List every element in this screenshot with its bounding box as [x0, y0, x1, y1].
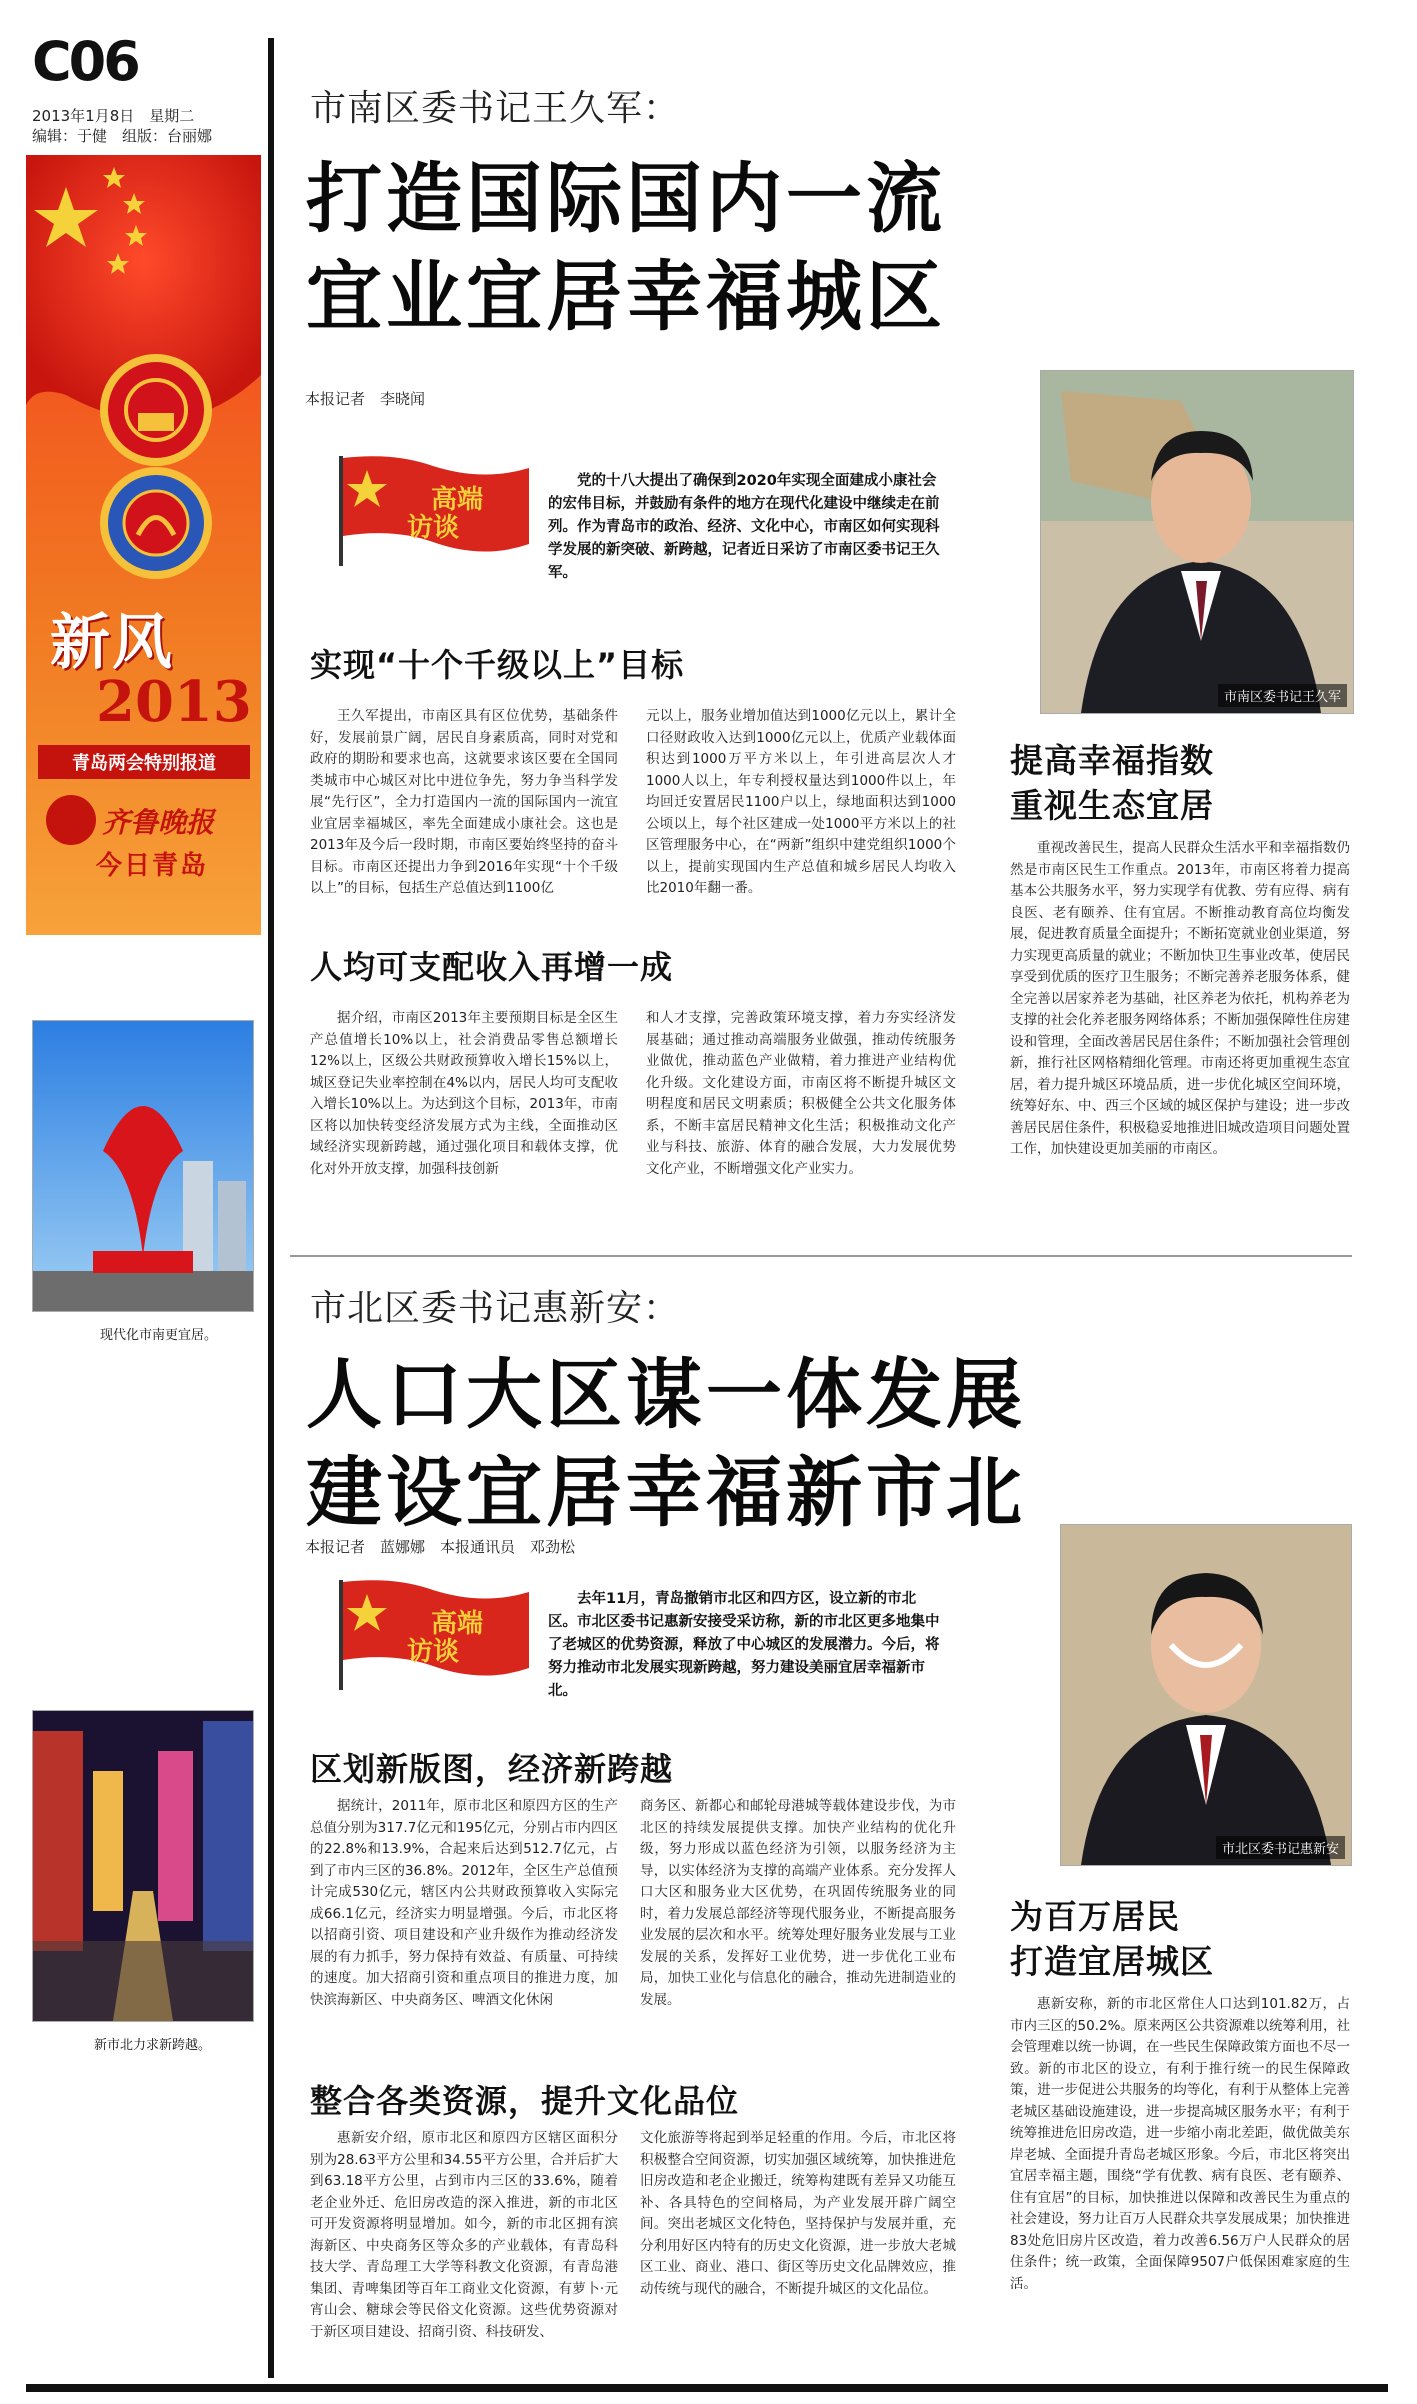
article1-headline-line1: 打造国际国内一流 [306, 154, 946, 243]
year-title: 2013 [96, 669, 252, 735]
article2-byline: 本报记者 蓝娜娜 本报通讯员 邓劲松 [305, 1538, 576, 1556]
special-report-banner [26, 155, 261, 935]
section-name: 今日青岛 [96, 851, 209, 881]
article2-sub1-col1: 据统计，2011年，原市北区和原四方区的生产总值分别为317.7亿元和195亿元，分别占市内四区的22.8%和13.9%，合起来后达到512.7亿元，占到了市内三区的36.8%。2012年，全区生产总值预计完成530亿元，辖区内公共财政预算收入实际完成66.1亿元，经济实力明显增强。今后，市北区将以招商引资、项目建设和产业升级作为推动经济发展的有力抓手，努力保持有效益、有质量、可持续的速度。加大招商引资和重点项目的推进力度，加快滨海新区、中央商务区、啤酒文化休闲 [310, 1798, 618, 2008]
editors-line: 编辑：于健 组版：台丽娜 [32, 127, 213, 145]
article1-subhead-2: 人均可支配收入再增一成 [310, 948, 674, 986]
page-bottom-rule [26, 2384, 1388, 2392]
article1-subhead-3 [1010, 738, 1214, 828]
article2-sub2-col2: 文化旅游等将起到举足轻重的作用。今后，市北区将积极整合空间资源，切实加强区域统筹，加快推进危旧房改造和老企业搬迁，统筹构建既有差异又功能互补、各具特色的空间格局，为产业发展开辟广阔空间。突出老城区文化特色，坚持保护与发展并重，充分利用好区内特有的历史文化资源，进一步放大老城区工业、商业、港口、街区等历史文化品牌效应，推动传统与现代的融合，不断提升城区的文化品位。 [640, 2130, 956, 2297]
article2-intro: 去年11月，青岛撤销市北区和四方区，设立新的市北区。市北区委书记惠新安接受采访称，新的市北区更多地集中了老城区的优势资源，释放了中心城区的发展潜力。今后，将努力推动市北发展实现新跨越，努力建设美丽宜居幸福新市北。 [548, 1591, 940, 1699]
badge-line2: 访谈 [407, 1637, 460, 1667]
article1-sub1-col2: 元以上，服务业增加值达到1000亿元以上，累计全口径财政收入达到1000亿元以上，优质产业载体面积达到1000万平方米以上，年引进高层次人才1000人以上，年专利授权量达到1000件以上，年均回迁安置居民1100户以上，绿地面积达到1000公顷以上，每个社区建成一处1000平方米以上的社区管理服务中心，在“两新”组织中建党组织1000个以上，提前实现国内生产总值和城乡居民人均收入比2010年翻一番。 [646, 708, 956, 896]
article2-kicker: 市北区委书记惠新安： [310, 1288, 681, 1329]
sidebar-photo-shibei [32, 1710, 254, 2022]
article2-subhead-3 [1010, 1894, 1214, 1984]
special-report-label: 青岛两会特别报道 [38, 745, 250, 779]
article1-portrait-caption: 市南区委书记王久军 [1218, 684, 1347, 707]
article2-sub2-col1: 惠新安介绍，原市北区和原四方区辖区面积分别为28.63平方公里和34.55平方公里，合并后扩大到63.18平方公里，占到市内三区的33.6%，随着老企业外迁、危旧房改造的深入推进，新的市北区可开发资源将明显增加。如今，新的市北区拥有滨海新区、中央商务区等众多的产业载体，有青岛科技大学、青岛理工大学等科教文化资源，有青岛港集团、青啤集团等百年工商业文化资源，有萝卜·元宵山会、糖球会等民俗文化资源。这些优势资源对于新区项目建设、招商引资、科技研发、 [310, 2130, 618, 2340]
date-line: 2013年1月8日 星期二 [32, 107, 195, 125]
interview-badge [333, 452, 533, 570]
sidebar-photo-caption-1: 现代化市南更宜居。 [100, 1328, 218, 1343]
article2-subhead-3-line1: 为百万居民 [1010, 1897, 1180, 1936]
article1-headline [306, 150, 946, 346]
article1-sub1-col1: 王久军提出，市南区具有区位优势，基础条件好，发展前景广阔，居民自身素质高，同时对党和政府的期盼和要求也高，这就要求该区要在全国同类城市中心城区对比中进位争先，努力争当科学发展“先行区”，全力打造国内一流的国际国内一流宜业宜居幸福城区，率先全面建成小康社会。这也是2013年及今后一段时期，市南区要始终坚持的奋斗目标。市南区还提出力争到2016年实现“十个千级以上”的目标，包括生产总值达到1100亿 [310, 708, 618, 896]
article2-headline-line1: 人口大区谋一体发展 [306, 1350, 1026, 1439]
article1-subhead-3-line1: 提高幸福指数 [1010, 741, 1214, 780]
badge-line1: 高端 [431, 485, 484, 515]
article1-byline: 本报记者 李晓闻 [305, 390, 426, 408]
paper-logo-text: 齐鲁晚报 [102, 806, 215, 839]
article1-sub2-col1: 据介绍，市南区2013年主要预期目标是全区生产总值增长10%以上，社会消费品零售总额增长12%以上，区级公共财政预算收入增长15%以上，城区登记失业率控制在4%以内，居民人均可支配收入增长10%以上。为达到这个目标，2013年，市南区将以加快转变经济发展方式为主线，全面推动区域经济实现新跨越，通过强化项目和载体支撑，优化对外开放支撑，加强科技创新 [310, 1010, 618, 1177]
article-separator [290, 1255, 1352, 1257]
article1-sub2-col2: 和人才支撑，完善政策环境支撑，着力夯实经济发展基础；通过推动高端服务业做强，推动传统服务业做优，推动蓝色产业做精，着力推进产业结构优化升级。文化建设方面，市南区将不断提升城区文明程度和居民文明素质；积极健全公共文化服务体系，不断丰富居民精神文化生活；积极推动文化产业与科技、旅游、体育的融合发展，大力发展优势文化产业，不断增强文化产业实力。 [646, 1010, 956, 1177]
issue-date [32, 106, 212, 146]
sidebar-photo-caption-2: 新市北力求新跨越。 [94, 2038, 212, 2053]
article2-headline-line2: 建设宜居幸福新市北 [306, 1448, 1026, 1537]
article1-portrait [1040, 370, 1354, 714]
article2-portrait [1060, 1524, 1352, 1866]
article1-headline-line2: 宜业宜居幸福城区 [306, 252, 946, 341]
page-number: C06 [32, 30, 138, 93]
article2-sub3-col: 惠新安称，新的市北区常住人口达到101.82万，占市内三区的50.2%。原来两区公共资源难以统筹利用，社会管理难以统一协调，在一些民生保障政策方面也不尽一致。新的市北区的设立，有利于推行统一的民生保障政策，进一步促进公共服务的均等化，有利于从整体上完善老城区基础设施建设，进一步提高城区服务水平；有利于统筹推进危旧房改造，进一步缩小南北差距，做优做美东岸老城、全面提升青岛老城区形象。今后，市北区将突出宜居幸福主题，围绕“学有优教、病有良医、老有颐养、住有宜居”的目标，加快推进以保障和改善民生为重点的社会建设，努力让百万人民群众共享发展成果；加快推进83处危旧房片区改造，着力改善6.56万户人民群众的居住条件；统一政策，全面保障9507户低保困难家庭的生活。 [1010, 1996, 1350, 2292]
article1-intro: 党的十八大提出了确保到2020年实现全面建成小康社会的宏伟目标，并鼓励有条件的地方在现代化建设中继续走在前列。作为青岛市的政治、经济、文化中心，市南区如何实现科学发展的新突破、新跨越，记者近日采访了市南区委书记王久军。 [548, 473, 940, 581]
badge-line1: 高端 [431, 1609, 484, 1639]
article2-subhead-1: 区划新版图，经济新跨越 [310, 1750, 674, 1788]
xinfeng-title: 新风 [50, 608, 174, 678]
article2-subhead-3-line2: 打造宜居城区 [1010, 1942, 1214, 1981]
badge-text [407, 485, 484, 543]
article1-kicker: 市南区委书记王久军： [310, 88, 681, 129]
article1-sub3-col: 重视改善民生，提高人民群众生活水平和幸福指数仍然是市南区民生工作重点。2013年，市南区将着力提高基本公共服务水平，努力实现学有优教、劳有应得、病有良医、老有颐养、住有宜居。不断推动教育高位均衡发展，促进教育质量全面提升；不断拓宽就业创业渠道，努力实现更高质量的就业；不断加快卫生事业改革，使居民享受到优质的医疗卫生服务；不断完善养老服务体系，健全完善以居家养老为基础，社区养老为依托，机构养老为支撑的社会化养老服务网络体系；不断加强保障性住房建设和管理，全面改善居民居住条件；不断加强社会管理创新，推行社区网格精细化管理。市南还将更加重视生态宜居，着力提升城区环境品质，进一步优化城区空间环境，统筹好东、中、西三个区域的城区保护与建设；进一步改善居民居住条件，积极稳妥地推进旧城改造项目问题处置工作，加快建设更加美丽的市南区。 [1010, 840, 1350, 1157]
paper-logo-icon [46, 795, 96, 845]
article2-subhead-2: 整合各类资源，提升文化品位 [310, 2082, 740, 2120]
badge-text-2 [407, 1609, 484, 1667]
article1-subhead-1: 实现“十个千级以上”目标 [310, 646, 685, 684]
sidebar-photo-shinan [32, 1020, 254, 1312]
column-divider [268, 38, 274, 2378]
article2-portrait-caption: 市北区委书记惠新安 [1216, 1836, 1345, 1859]
article2-headline [306, 1346, 1026, 1542]
interview-badge-2 [333, 1576, 533, 1694]
article1-subhead-3-line2: 重视生态宜居 [1010, 786, 1214, 825]
badge-line2: 访谈 [407, 513, 460, 543]
article2-sub1-col2: 商务区、新都心和邮轮母港城等载体建设步伐，为市北区的持续发展提供支撑。加快产业结构的优化升级，努力形成以蓝色经济为引领，以服务经济为主导，以实体经济为支撑的高端产业体系。充分发挥人口大区和服务业大区优势，在巩固传统服务业的同时，着力发展总部经济等现代服务业，不断提高服务业发展的层次和水平。统筹处理好服务业发展与工业发展的关系，发挥好工业优势，进一步优化工业布局，加快工业化与信息化的融合，推动先进制造业的发展。 [640, 1798, 956, 2008]
